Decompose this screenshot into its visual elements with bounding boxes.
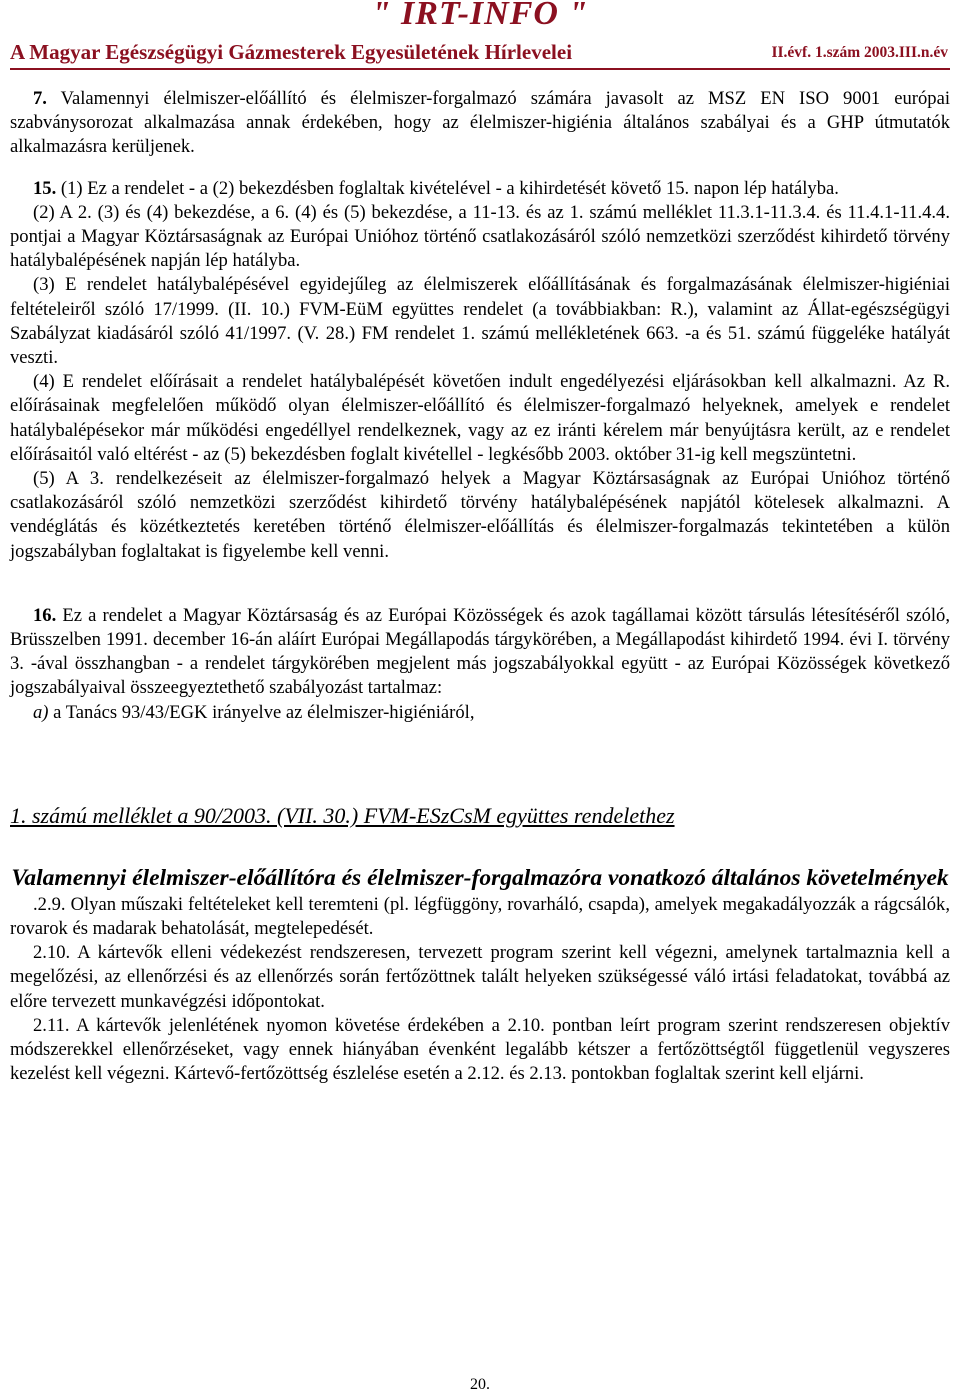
- newsletter-header-bar: [10, 38, 950, 70]
- newsletter-title: " IRT-INFO ": [371, 0, 589, 32]
- section-15-paragraph-1: [10, 177, 950, 201]
- section-15-paragraph-4: (4) E rendelet előírásait a rendelet hatálybalépését követően indult engedélyezési eljárásokban kell alkalmazni. Az R. előírásainak megfelelően működő olyan élelmiszer-előállító és élelmiszer-forgalmazó helyeknek, amelyek e rendelet hatálybalépésekor már működési engedéllyel rendelkeznek, vagy az ez iránti kérelem már benyújtásra került, az e rendelet előírásaitól való eltérést - az (5) bekezdésben foglalt kivétellel - legkésőbb 2003. október 31-ig kell megszüntetni.: [10, 371, 950, 465]
- annex-point-2-9: .2.9. Olyan műszaki feltételeket kell teremteni (pl. légfüggöny, rovarháló, csapda), amelyek megakadályozzák a rágcsálók, rovarok és madarak behatolását, megtelepedését.: [10, 893, 950, 940]
- section-16-text: Ez a rendelet a Magyar Köztársaság és az Európai Közösségek és azok tagállamai között társulás létesítéséről szóló, Brüsszelben 1991. december 16-án aláírt Európai Megállapodás tárgykörében, a Megállapodást kihirdető 1994. évi I. törvény 3. -ával összhangban - a rendelet tárgykörében megjelent más jogszabályokkal együtt - az Európai Közösségek következő jogszabályaival összeegyeztethető szabályozást tartalmaz:: [10, 604, 950, 699]
- section-15-paragraph-3: (3) E rendelet hatálybalépésével egyidejűleg az élelmiszerek előállításának és forgalmazásának élelmiszer-higiéniai feltételeiről szóló 17/1999. (II. 10.) FVM-EüM együttes rendelet (a továbbiakban: R.), valamint az Állat-egészségügyi Szabályzat kiadásáról szóló 41/1997. (V. 28.) FM rendelet 1. számú mellékletének 663. -a és 51. számú függeléke hatályát veszti.: [10, 274, 950, 369]
- annex-point-2-10: 2.10. A kártevők elleni védekezést rendszeresen, tervezett program szerint kell végezni, amelynek tartalmaznia kell a megelőzési, az ellenőrzési és az ellenőrzés során fertőzöttnek talált helyeken szükségessé váló irtási feladatokat, továbbá az előre tervezett munkavégzési időpontokat.: [10, 942, 950, 1012]
- section-15-number: 15.: [33, 177, 57, 199]
- newsletter-subtitle: A Magyar Egészségügyi Gázmesterek Egyesületének Hírlevelei: [10, 40, 573, 64]
- section-7-text: Valamennyi élelmiszer-előállító és élelmiszer-forgalmazó számára javasolt az MSZ EN ISO 9001 európai szabványsorozat alkalmazása annak érdekében, hogy az élelmiszer-higiénia általános szabályai és a GHP útmutatók alkalmazásra kerüljenek.: [10, 88, 950, 158]
- annex-point-2-11: 2.11. A kártevők jelenlétének nyomon követése érdekében a 2.10. pontban leírt program szerint rendszeresen objektív módszerekkel ellenőrzéseket, vagy ennek hiányában évenként legalább kétszer a fertőzöttségtől függetlenül vegyszeres kezelést kell végezni. Kártevő-fertőzöttség észlelése esetén a 2.12. és 2.13. pontokban foglaltak szerint kell eljárni.: [10, 1014, 950, 1085]
- section-15-paragraph-2: (2) A 2. (3) és (4) bekezdése, a 6. (4) és (5) bekezdése, a 11-13. és az 1. számú melléklet 11.3.1-11.3.4. és 11.4.1-11.4.4. pontjai a Magyar Köztársaságnak az Európai Unióhoz történő csatlakozásáról szóló nemzetközi szerződést kihirdető törvény hatálybalépésének napján lép hatályba.: [10, 201, 950, 272]
- section-16-number: 16.: [33, 604, 57, 626]
- section-7-number: 7.: [33, 88, 47, 109]
- section-15-paragraph-5: (5) A 3. rendelkezéseit az élelmiszer-forgalmazó helyek a Magyar Köztársaságnak az Európai Unióhoz történő csatlakozásáról szóló nemzetközi szerződést kihirdető törvény hatálybalépésének napjától kötelesek alkalmazni. A vendéglátás és közétkeztetés keretében történő élelmiszer-előállítás és élelmiszer-forgalmazás tekintetében a külön jogszabályban foglaltakat is figyelembe kell venni.: [10, 468, 950, 562]
- section-16-item-text: a Tanács 93/43/EGK irányelve az élelmiszer-higiéniáról,: [48, 701, 475, 723]
- issue-info: II.évf. 1.szám 2003.III.n.év: [771, 44, 948, 61]
- page-number: 20.: [470, 1376, 490, 1393]
- annex-title: 1. számú melléklet a 90/2003. (VII. 30.) FVM-ESzCsM együttes rendelethez: [10, 802, 675, 828]
- document-body: [10, 87, 950, 1087]
- section-16-item-a: [10, 701, 950, 725]
- section-15-p1-text: (1) Ez a rendelet - a (2) bekezdésben foglaltak kivételével - a kihirdetését követő 15. napon lép hatályba.: [56, 177, 839, 199]
- annex-heading: Valamennyi élelmiszer-előállítóra és élelmiszer-forgalmazóra vonatkozó általános követelmények: [11, 864, 949, 891]
- section-16-item-label: a): [33, 701, 49, 723]
- section-16: [10, 604, 950, 701]
- section-7: [10, 87, 950, 160]
